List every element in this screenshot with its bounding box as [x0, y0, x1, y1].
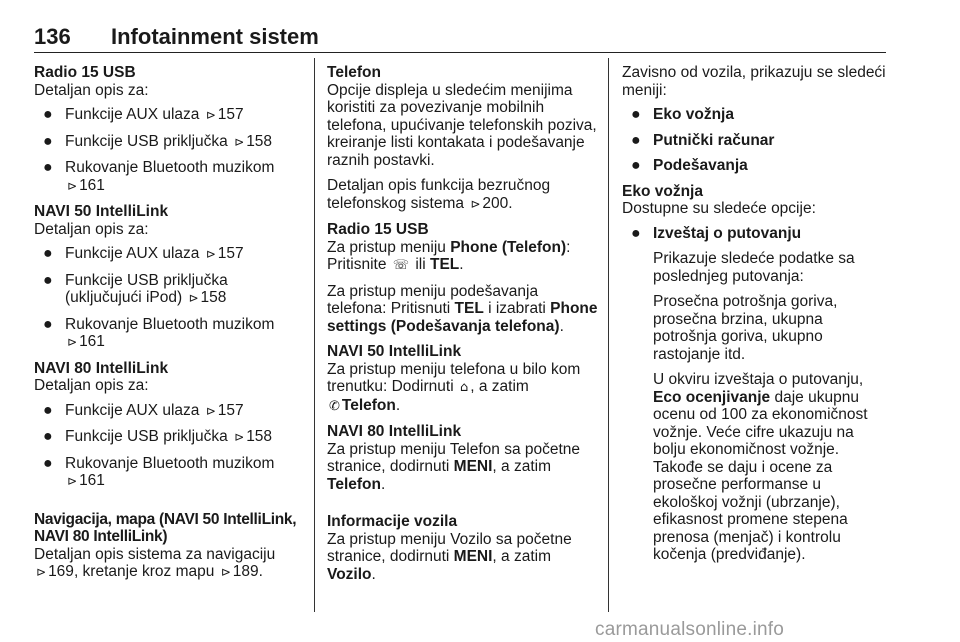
- page-ref[interactable]: 169: [48, 563, 74, 580]
- menu-list: [622, 106, 887, 175]
- section-body: Pritisnite ☏ ili TEL.: [327, 256, 464, 273]
- page-number: 136: [34, 24, 71, 49]
- section-heading: NAVI 80 IntelliLink: [34, 359, 169, 377]
- page-ref-arrow-icon[interactable]: ⊳: [67, 178, 78, 193]
- watermark: carmanualsonline.info: [595, 619, 785, 640]
- section-intro: Detaljan opis za:: [34, 220, 149, 238]
- bullet-icon: ●: [43, 245, 53, 262]
- section-body: Za pristup meniju Vozilo sa početne stranice, dodirnuti MENI, a zatim Vozilo.: [327, 530, 572, 583]
- list-item: ● Funkcije AUX ulaza ⊳ 157: [43, 401, 244, 419]
- bullet-icon: ●: [43, 159, 53, 176]
- page-ref-arrow-icon[interactable]: ⊳: [67, 335, 78, 349]
- bullet-list: [34, 402, 306, 491]
- section-heading: Eko vožnja: [622, 182, 703, 200]
- section-heading: NAVI 80 IntelliLink: [327, 423, 462, 440]
- section-body: Opcije displeja u sledećim menijima koristiti za povezivanje mobilnih telefona, upućivanje telefonskih poziva, kreiranje listi kontakata i podešavanje raznih postavki.: [327, 81, 597, 169]
- column-divider-right: [608, 58, 609, 612]
- phone-handset-icon: ✆: [329, 398, 340, 414]
- page-ref[interactable]: 157: [217, 401, 244, 419]
- section-body: Za pristup meniju podešavanja telefona: Pritisnuti TEL i izabrati Phone settings (Podešavanja telefona).: [327, 282, 598, 335]
- section-body: Detaljan opis sistema za navigaciju ⊳ 169, kretanje kroz mapu ⊳ 189.: [34, 545, 276, 580]
- section-body: Za pristup meniju Phone (Telefon):: [327, 238, 571, 256]
- page-ref-arrow-icon[interactable]: ⊳: [205, 403, 216, 418]
- page-ref-arrow-icon[interactable]: ⊳: [205, 247, 216, 261]
- column-divider-left: [314, 58, 315, 612]
- page-ref-arrow-icon[interactable]: ⊳: [205, 108, 216, 122]
- page-ref-arrow-icon[interactable]: ⊳: [220, 565, 231, 579]
- bullet-icon: ●: [43, 106, 53, 123]
- section-body: Za pristup meniju Telefon sa početne stranice, dodirnuti MENI, a zatim Telefon.: [327, 440, 581, 493]
- page-ref[interactable]: 157: [217, 106, 244, 123]
- header-rule: [34, 52, 886, 53]
- phone-button-icon: ☏: [392, 258, 410, 273]
- list-item: ● Putnički računar: [631, 131, 775, 149]
- page-ref-arrow-icon[interactable]: ⊳: [188, 291, 199, 305]
- page-ref[interactable]: 158: [200, 289, 227, 306]
- column-3: [622, 64, 887, 572]
- page-ref[interactable]: 189: [232, 563, 259, 580]
- bullet-icon: ●: [631, 224, 641, 242]
- home-icon: ⌂: [459, 380, 469, 395]
- list-item: ● Funkcije USB priključka ⊳ 158: [43, 428, 273, 445]
- list-item: ● Funkcije AUX ulaza ⊳ 157: [43, 245, 244, 262]
- page-ref[interactable]: 200: [482, 194, 509, 212]
- bullet-icon: ●: [43, 271, 53, 289]
- bullet-icon: ●: [43, 132, 53, 150]
- page-title: Infotainment sistem: [111, 24, 319, 49]
- column-2: [327, 64, 599, 591]
- page-ref-arrow-icon[interactable]: ⊳: [234, 430, 245, 444]
- list-item: ● Eko vožnja: [631, 106, 734, 123]
- list-item: ● Podešavanja: [631, 157, 748, 174]
- bullet-list: [34, 245, 306, 352]
- section-intro: Zavisno od vozila, prikazuju se sledeći meniji:: [622, 64, 886, 99]
- page-ref[interactable]: 161: [79, 472, 105, 489]
- bullet-icon: ●: [43, 401, 53, 419]
- bullet-icon: ●: [631, 131, 641, 149]
- page-ref[interactable]: 158: [246, 132, 273, 150]
- page-ref[interactable]: 161: [79, 176, 105, 194]
- page-ref-arrow-icon[interactable]: ⊳: [470, 196, 481, 211]
- page-ref-arrow-icon[interactable]: ⊳: [67, 474, 78, 488]
- bullet-icon: ●: [43, 428, 53, 445]
- bullet-icon: ●: [631, 157, 641, 174]
- list-item: ● Funkcije USB priključka ⊳ 158: [43, 132, 273, 150]
- list-item: ● Funkcije AUX ulaza ⊳ 157: [43, 106, 244, 123]
- section-intro: Detaljan opis za:: [34, 81, 149, 99]
- section-intro: Detaljan opis za:: [34, 377, 149, 394]
- list-item: ● Izveštaj o putovanju Prikazuje sledeće podatke sa poslednjeg putovanja: Prosečna potrošnja goriva, prosečna brzina, ukupna potrošnja goriva, ukupno rastojanje itd. U okviru izveštaja o putovanju, Eco ocenjivanje daje ukupnu ocenu od 100 za ekonomičnost vožnje. Veće cifre ukazuju na bolju ekonomičnost vožnje. Takođe se daju i ocene za prosečne performanse u ekološkoj vožnji (ubrzanje), efikasnost promene stepena prenosa (menjač) i kontrolu kočenja (predviđanje).: [631, 224, 868, 563]
- list-item: ● Rukovanje Bluetooth muzikom ⊳ 161: [43, 315, 275, 350]
- section-body: Detaljan opis funkcija bezručnog telefonskog sistema ⊳ 200.: [327, 177, 551, 212]
- section-heading: Informacije vozila: [327, 513, 458, 530]
- section-body: Za pristup meniju telefona u bilo kom trenutku: Dodirnuti ⌂ , a zatim ✆ Telefon.: [327, 360, 581, 414]
- bullet-icon: ●: [43, 454, 53, 472]
- section-heading: Telefon: [327, 64, 381, 81]
- bullet-icon: ●: [43, 315, 53, 333]
- section-heading: NAVI 50 IntelliLink: [327, 343, 462, 360]
- column-1: [34, 64, 306, 590]
- list-item: ● Rukovanje Bluetooth muzikom ⊳ 161: [43, 454, 275, 489]
- page-ref[interactable]: 157: [217, 245, 244, 262]
- page-ref[interactable]: 158: [246, 428, 273, 445]
- section-heading: NAVI 50 IntelliLink: [34, 203, 169, 220]
- section-intro: Dostupne su sledeće opcije:: [622, 200, 816, 217]
- bullet-list: [622, 225, 887, 564]
- list-item: ● Rukovanje Bluetooth muzikom ⊳ 161: [43, 159, 275, 194]
- section-heading: Radio 15 USB: [327, 221, 429, 238]
- section-heading: Navigacija, mapa (NAVI 50 IntelliLink, NAVI 80 IntelliLink): [34, 510, 297, 545]
- list-item: ● Funkcije USB priključka (uključujući iPod) ⊳ 158: [43, 271, 228, 306]
- page-ref-arrow-icon[interactable]: ⊳: [234, 134, 245, 149]
- bullet-list: [34, 106, 306, 195]
- section-heading: Radio 15 USB: [34, 64, 136, 81]
- page-ref[interactable]: 161: [79, 333, 105, 350]
- page-ref-arrow-icon[interactable]: ⊳: [36, 565, 47, 579]
- bullet-icon: ●: [631, 106, 641, 123]
